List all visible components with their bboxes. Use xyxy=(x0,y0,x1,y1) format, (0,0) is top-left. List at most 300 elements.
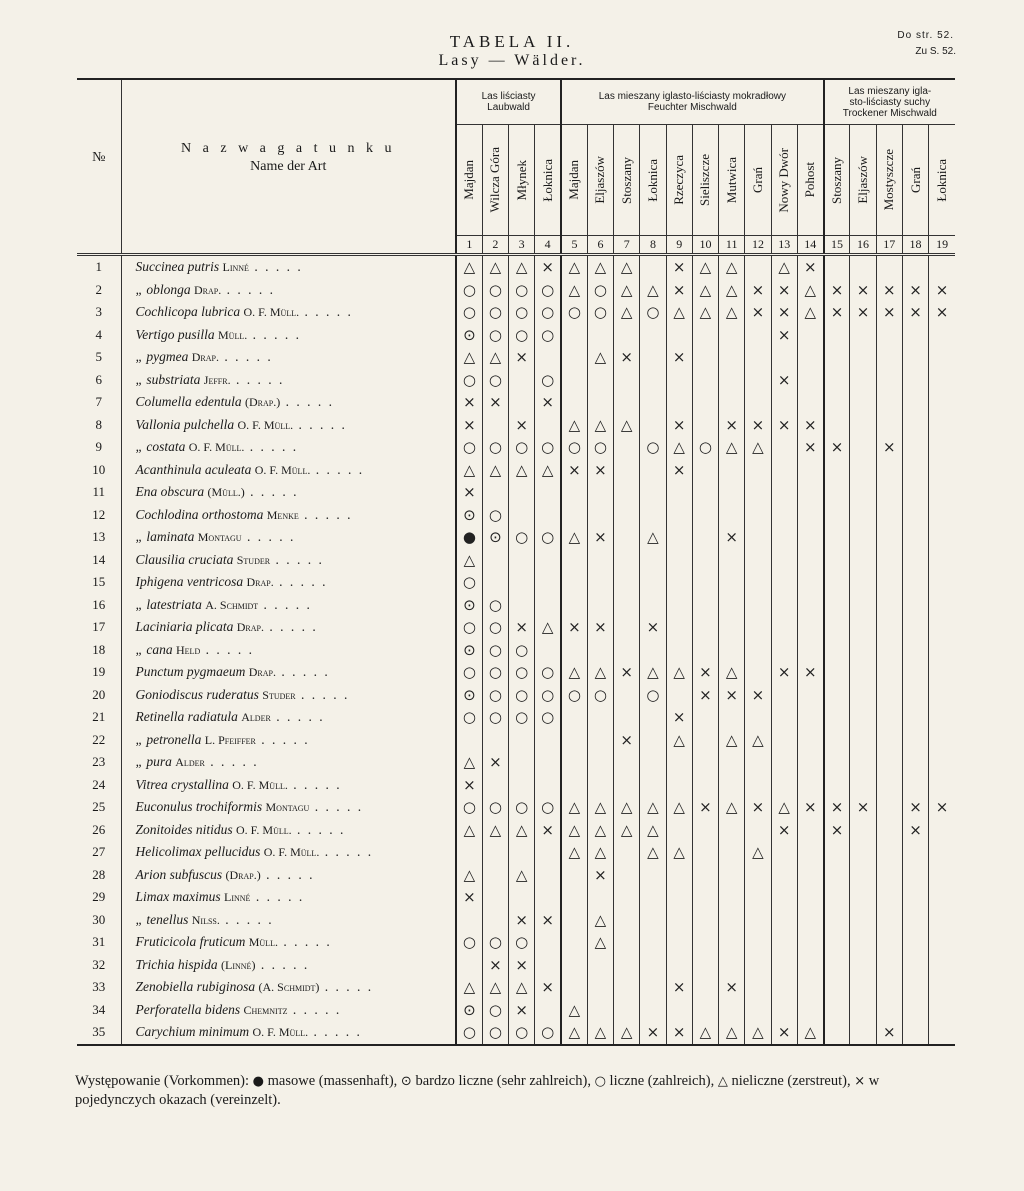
species-genus: Ena obscura xyxy=(135,484,205,500)
column-number: 16 xyxy=(850,236,876,255)
column-number: 11 xyxy=(719,236,745,255)
forest-group-line: Laubwald xyxy=(487,102,530,113)
species-author: O. F. Müll. xyxy=(243,305,300,320)
species-author: (Drap.) xyxy=(244,395,281,410)
species-name xyxy=(121,301,456,324)
occurrence-cell xyxy=(850,504,876,527)
legend-text: masowe (massenhaft), xyxy=(267,1073,398,1089)
occurrence-cell xyxy=(824,481,850,504)
occurrence-cell xyxy=(719,549,745,572)
occurrence-cell: ○ xyxy=(509,324,535,347)
occurrence-cell xyxy=(745,774,771,797)
occurrence-cell: △ xyxy=(509,976,535,999)
occurrence-cell: × xyxy=(614,661,640,684)
occurrence-cell xyxy=(902,841,928,864)
occurrence-cell xyxy=(850,391,876,414)
occurrence-cell xyxy=(929,706,955,729)
occurrence-cell: △ xyxy=(692,279,718,302)
location-header xyxy=(535,125,561,236)
occurrence-cell xyxy=(929,594,955,617)
occurrence-cell: △ xyxy=(614,819,640,842)
row-number: 18 xyxy=(92,641,106,657)
occurrence-cell xyxy=(850,999,876,1022)
occurrence-cell: △ xyxy=(509,819,535,842)
occurrence-cell xyxy=(876,481,902,504)
occurrence-cell xyxy=(797,819,823,842)
occurrence-cell xyxy=(850,414,876,437)
leader-dots: . . . . . xyxy=(255,956,310,972)
occurrence-cell: ○ xyxy=(509,436,535,459)
occurrence-cell: × xyxy=(902,301,928,324)
forest-group-line: Las liściasty xyxy=(481,91,536,102)
occurrence-cell: △ xyxy=(640,526,666,549)
occurrence-cell: × xyxy=(824,279,850,302)
legend-symbol: ● xyxy=(252,1074,264,1089)
occurrence-cell: △ xyxy=(509,864,535,887)
occurrence-cell xyxy=(692,864,718,887)
occurrence-cell: ○ xyxy=(535,684,561,707)
occurrence-cell xyxy=(561,346,587,369)
row-number: 15 xyxy=(92,574,106,590)
occurrence-cell: △ xyxy=(666,841,692,864)
occurrence-cell: ○ xyxy=(482,504,508,527)
table-row xyxy=(77,436,955,459)
species-name xyxy=(121,481,456,504)
legend-text: liczne (zahlreich), xyxy=(609,1073,715,1089)
forest-group-line: Las mieszany igla- xyxy=(848,85,932,97)
occurrence-cell xyxy=(692,459,718,482)
occurrence-cell xyxy=(509,774,535,797)
occurrence-cell xyxy=(929,886,955,909)
location-header xyxy=(456,125,482,236)
species-genus: Succinea putris xyxy=(135,259,220,275)
occurrence-cell xyxy=(614,706,640,729)
occurrence-cell xyxy=(797,931,823,954)
location-header xyxy=(850,125,876,236)
occurrence-cell: × xyxy=(509,999,535,1022)
occurrence-cell: △ xyxy=(719,436,745,459)
occurrence-cell: × xyxy=(692,661,718,684)
leader-dots: . . . . . xyxy=(260,866,315,882)
occurrence-cell xyxy=(771,549,797,572)
occurrence-cell xyxy=(719,391,745,414)
occurrence-cell xyxy=(509,549,535,572)
occurrence-cell: × xyxy=(719,976,745,999)
species-name xyxy=(121,999,456,1022)
occurrence-cell: × xyxy=(797,436,823,459)
forest-group-line: Feuchter Mischwald xyxy=(647,102,737,113)
occurrence-cell xyxy=(929,976,955,999)
location-label: Łoknica xyxy=(644,158,660,202)
occurrence-cell xyxy=(482,909,508,932)
species-genus: Arion subfuscus xyxy=(135,866,223,882)
occurrence-cell xyxy=(902,594,928,617)
species-occurrence-table xyxy=(77,78,955,1046)
forest-group-line: Las mieszany iglasto-liściasty mokradłowy xyxy=(598,91,786,102)
location-label: Sieliszcze xyxy=(697,154,713,206)
occurrence-cell xyxy=(561,976,587,999)
occurrence-cell: × xyxy=(929,279,955,302)
occurrence-cell xyxy=(902,886,928,909)
occurrence-cell: △ xyxy=(745,436,771,459)
table-row xyxy=(77,684,955,707)
species-name-header-de: Name der Art xyxy=(250,158,327,174)
occurrence-cell xyxy=(771,886,797,909)
occurrence-cell xyxy=(850,729,876,752)
occurrence-cell: ○ xyxy=(509,301,535,324)
occurrence-cell xyxy=(797,684,823,707)
leader-dots: . . . . . xyxy=(221,281,275,297)
occurrence-cell: ○ xyxy=(456,301,482,324)
occurrence-cell xyxy=(824,751,850,774)
occurrence-cell: △ xyxy=(745,1021,771,1045)
occurrence-cell: ○ xyxy=(456,436,482,459)
table-row xyxy=(77,369,955,392)
leader-dots: . . . . . xyxy=(299,304,353,320)
occurrence-cell xyxy=(535,346,561,369)
forest-group-line: Trockener Mischwald xyxy=(842,107,937,119)
occurrence-cell xyxy=(745,751,771,774)
species-name xyxy=(121,616,456,639)
leader-dots: . . . . . xyxy=(241,529,296,545)
species-name xyxy=(121,391,456,414)
column-number: 3 xyxy=(509,236,535,255)
occurrence-cell xyxy=(640,369,666,392)
occurrence-cell xyxy=(719,571,745,594)
occurrence-cell xyxy=(561,931,587,954)
species-rows xyxy=(77,255,955,1045)
column-number: 5 xyxy=(561,236,587,255)
occurrence-cell xyxy=(745,255,771,279)
occurrence-cell xyxy=(640,571,666,594)
occurrence-cell xyxy=(929,1021,955,1045)
occurrence-cell xyxy=(929,391,955,414)
occurrence-cell: △ xyxy=(482,459,508,482)
occurrence-cell xyxy=(771,729,797,752)
leader-dots: . . . . . xyxy=(273,574,328,590)
row-number: 26 xyxy=(92,821,106,837)
occurrence-cell: × xyxy=(771,1021,797,1045)
occurrence-cell xyxy=(745,571,771,594)
occurrence-cell xyxy=(929,774,955,797)
occurrence-cell: × xyxy=(824,436,850,459)
occurrence-cell xyxy=(797,391,823,414)
column-number: 6 xyxy=(587,236,613,255)
occurrence-cell: ○ xyxy=(509,1021,535,1045)
occurrence-cell: ○ xyxy=(482,369,508,392)
occurrence-cell xyxy=(561,886,587,909)
species-genus: „ pygmea xyxy=(135,349,189,365)
occurrence-cell xyxy=(850,594,876,617)
species-name xyxy=(121,751,456,774)
leader-dots: . . . . . xyxy=(218,349,273,365)
occurrence-cell xyxy=(745,369,771,392)
occurrence-cell xyxy=(666,571,692,594)
name-column-index-blank xyxy=(121,236,456,255)
row-number: 30 xyxy=(92,911,106,927)
occurrence-cell xyxy=(719,369,745,392)
column-number: 14 xyxy=(797,236,823,255)
legend-intro: Występowanie (Vorkommen): xyxy=(75,1073,250,1089)
occurrence-cell xyxy=(640,706,666,729)
occurrence-cell: × xyxy=(482,954,508,977)
occurrence-cell xyxy=(614,684,640,707)
occurrence-cell xyxy=(824,414,850,437)
table-row xyxy=(77,279,955,302)
occurrence-cell xyxy=(535,594,561,617)
species-genus: Clausilia cruciata xyxy=(135,551,234,567)
occurrence-cell xyxy=(797,459,823,482)
species-name xyxy=(121,414,456,437)
occurrence-cell: △ xyxy=(640,279,666,302)
occurrence-cell xyxy=(692,324,718,347)
occurrence-cell: × xyxy=(902,279,928,302)
occurrence-cell xyxy=(535,864,561,887)
species-name xyxy=(121,1021,456,1045)
occurrence-cell xyxy=(771,954,797,977)
occurrence-cell xyxy=(719,616,745,639)
occurrence-cell xyxy=(929,751,955,774)
occurrence-cell xyxy=(797,639,823,662)
occurrence-cell xyxy=(745,706,771,729)
occurrence-cell: × xyxy=(535,976,561,999)
row-number: 8 xyxy=(95,416,102,432)
species-genus: Trichia hispida xyxy=(135,956,218,972)
species-author: O. F. Müll. xyxy=(263,845,320,860)
occurrence-cell: △ xyxy=(482,819,508,842)
species-genus: Acanthinula aculeata xyxy=(135,461,252,477)
occurrence-cell: ○ xyxy=(535,706,561,729)
occurrence-cell xyxy=(456,729,482,752)
species-genus: Laciniaria plicata xyxy=(135,619,234,635)
occurrence-cell: × xyxy=(850,796,876,819)
occurrence-cell xyxy=(561,864,587,887)
occurrence-cell xyxy=(902,436,928,459)
legend xyxy=(75,1072,955,1110)
species-author: O. F. Müll. xyxy=(237,417,294,432)
occurrence-cell xyxy=(692,616,718,639)
occurrence-cell xyxy=(535,751,561,774)
occurrence-cell xyxy=(745,999,771,1022)
table-row xyxy=(77,909,955,932)
occurrence-cell xyxy=(824,346,850,369)
species-author: Montagu xyxy=(197,530,242,545)
species-genus: Goniodiscus ruderatus xyxy=(135,686,259,702)
occurrence-cell: × xyxy=(745,414,771,437)
table-row xyxy=(77,729,955,752)
occurrence-cell xyxy=(666,549,692,572)
occurrence-cell xyxy=(824,999,850,1022)
table-row xyxy=(77,774,955,797)
occurrence-cell: △ xyxy=(587,414,613,437)
leader-dots: . . . . . xyxy=(291,821,346,837)
column-number: 12 xyxy=(745,236,771,255)
occurrence-cell xyxy=(902,324,928,347)
occurrence-cell: ○ xyxy=(456,796,482,819)
occurrence-cell: × xyxy=(850,279,876,302)
occurrence-cell xyxy=(535,999,561,1022)
occurrence-cell: △ xyxy=(535,616,561,639)
row-number: 28 xyxy=(92,866,106,882)
occurrence-cell: ⊙ xyxy=(456,684,482,707)
occurrence-cell xyxy=(614,909,640,932)
occurrence-cell xyxy=(614,571,640,594)
occurrence-cell xyxy=(850,954,876,977)
row-number: 29 xyxy=(92,889,106,905)
occurrence-cell xyxy=(824,639,850,662)
occurrence-cell xyxy=(587,751,613,774)
occurrence-cell xyxy=(614,459,640,482)
occurrence-cell xyxy=(929,255,955,279)
species-author: (A. Schmidt) xyxy=(258,980,320,995)
occurrence-cell xyxy=(824,954,850,977)
occurrence-cell: △ xyxy=(587,346,613,369)
occurrence-cell: △ xyxy=(587,1021,613,1045)
occurrence-cell xyxy=(850,255,876,279)
occurrence-cell: × xyxy=(902,796,928,819)
row-number: 14 xyxy=(92,551,106,567)
occurrence-cell xyxy=(482,729,508,752)
table-row xyxy=(77,616,955,639)
occurrence-cell: △ xyxy=(587,931,613,954)
occurrence-cell: × xyxy=(666,976,692,999)
occurrence-cell xyxy=(587,571,613,594)
occurrence-cell xyxy=(797,369,823,392)
occurrence-cell xyxy=(535,639,561,662)
occurrence-cell xyxy=(640,255,666,279)
occurrence-cell xyxy=(902,864,928,887)
occurrence-cell: △ xyxy=(614,1021,640,1045)
occurrence-cell xyxy=(535,954,561,977)
occurrence-cell: △ xyxy=(561,1021,587,1045)
occurrence-cell: × xyxy=(456,414,482,437)
occurrence-cell xyxy=(824,255,850,279)
occurrence-cell xyxy=(692,729,718,752)
occurrence-cell xyxy=(640,459,666,482)
table-row xyxy=(77,594,955,617)
occurrence-cell xyxy=(850,931,876,954)
species-name xyxy=(121,841,456,864)
location-label: Rzeczyca xyxy=(671,155,687,205)
occurrence-cell xyxy=(902,954,928,977)
occurrence-cell xyxy=(535,774,561,797)
occurrence-cell xyxy=(771,841,797,864)
occurrence-cell: ○ xyxy=(456,661,482,684)
occurrence-cell xyxy=(561,369,587,392)
occurrence-cell xyxy=(482,481,508,504)
occurrence-cell xyxy=(614,751,640,774)
row-number: 6 xyxy=(95,371,102,387)
leader-dots: . . . . . xyxy=(298,506,353,522)
location-header xyxy=(719,125,745,236)
occurrence-cell xyxy=(902,729,928,752)
occurrence-cell xyxy=(456,909,482,932)
occurrence-cell xyxy=(587,549,613,572)
occurrence-cell: △ xyxy=(797,301,823,324)
occurrence-cell xyxy=(876,639,902,662)
occurrence-cell xyxy=(482,549,508,572)
occurrence-cell: × xyxy=(482,751,508,774)
occurrence-cell xyxy=(482,841,508,864)
legend-symbol: ○ xyxy=(594,1074,606,1089)
occurrence-cell xyxy=(666,504,692,527)
species-name xyxy=(121,774,456,797)
occurrence-cell xyxy=(929,616,955,639)
occurrence-cell xyxy=(902,751,928,774)
occurrence-cell xyxy=(797,729,823,752)
occurrence-cell: × xyxy=(509,414,535,437)
occurrence-cell xyxy=(745,886,771,909)
species-genus: Euconulus trochiformis xyxy=(135,799,263,815)
occurrence-cell xyxy=(929,999,955,1022)
occurrence-cell: × xyxy=(666,459,692,482)
occurrence-cell: ○ xyxy=(535,279,561,302)
occurrence-cell xyxy=(666,774,692,797)
species-author: Held xyxy=(176,642,201,657)
occurrence-cell xyxy=(824,504,850,527)
species-author: O. F. Müll. xyxy=(232,777,288,792)
forest-group-header-3 xyxy=(824,79,955,125)
occurrence-cell xyxy=(456,841,482,864)
species-genus: Vertigo pusilla xyxy=(135,326,215,342)
occurrence-cell xyxy=(614,976,640,999)
occurrence-cell xyxy=(535,931,561,954)
occurrence-cell xyxy=(902,909,928,932)
occurrence-cell xyxy=(771,346,797,369)
row-number: 33 xyxy=(92,979,106,995)
occurrence-cell: × xyxy=(666,414,692,437)
occurrence-cell xyxy=(929,819,955,842)
occurrence-cell xyxy=(824,976,850,999)
occurrence-cell xyxy=(719,819,745,842)
occurrence-cell: ○ xyxy=(482,279,508,302)
occurrence-cell: ○ xyxy=(482,324,508,347)
occurrence-cell: ○ xyxy=(640,684,666,707)
occurrence-cell xyxy=(482,571,508,594)
occurrence-cell xyxy=(850,571,876,594)
occurrence-cell: △ xyxy=(666,301,692,324)
occurrence-cell: ○ xyxy=(482,684,508,707)
occurrence-cell xyxy=(876,414,902,437)
occurrence-cell xyxy=(587,369,613,392)
occurrence-cell xyxy=(719,751,745,774)
occurrence-cell: ● xyxy=(456,526,482,549)
occurrence-cell xyxy=(614,369,640,392)
occurrence-cell xyxy=(509,391,535,414)
row-number: 1 xyxy=(95,259,102,275)
species-name xyxy=(121,931,456,954)
occurrence-cell: × xyxy=(719,414,745,437)
occurrence-cell xyxy=(666,909,692,932)
occurrence-cell: ○ xyxy=(509,661,535,684)
occurrence-cell: △ xyxy=(561,819,587,842)
occurrence-cell: △ xyxy=(719,729,745,752)
occurrence-cell xyxy=(509,886,535,909)
occurrence-cell: △ xyxy=(745,841,771,864)
occurrence-cell: △ xyxy=(666,436,692,459)
occurrence-cell: △ xyxy=(614,414,640,437)
occurrence-cell xyxy=(561,751,587,774)
occurrence-cell xyxy=(535,504,561,527)
species-genus: „ pura xyxy=(135,754,172,770)
table-row xyxy=(77,954,955,977)
occurrence-cell: △ xyxy=(456,751,482,774)
location-label: Pohost xyxy=(802,162,818,198)
species-author: Linné xyxy=(224,890,251,905)
column-number: 4 xyxy=(535,236,561,255)
occurrence-cell xyxy=(692,481,718,504)
occurrence-cell: ○ xyxy=(456,279,482,302)
